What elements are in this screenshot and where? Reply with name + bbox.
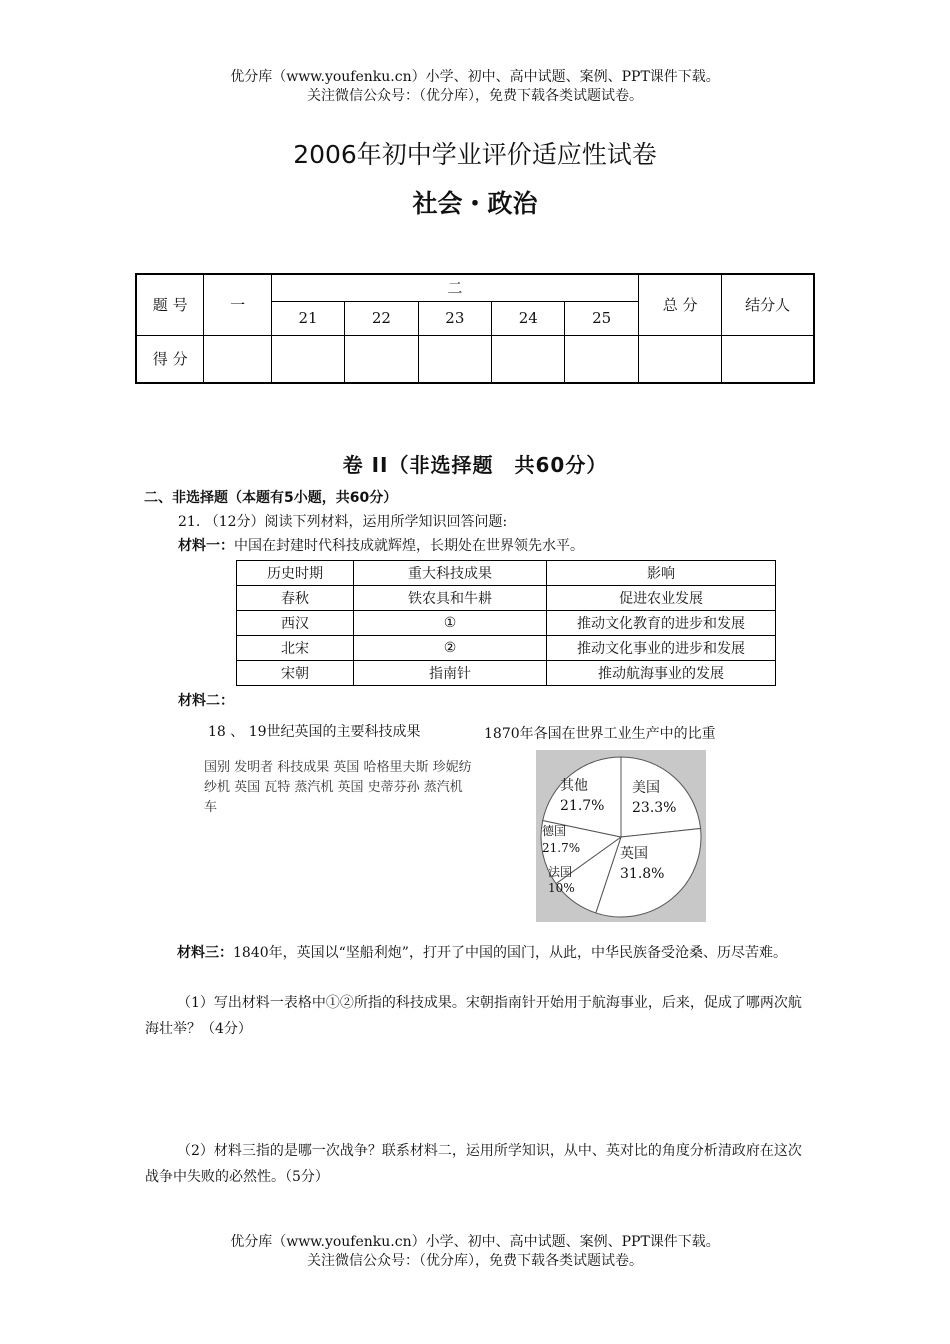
m1-cell: 铁农具和牛耕: [354, 586, 547, 611]
pie-label-美国: 美国: [632, 780, 660, 796]
score-cell[interactable]: [565, 335, 638, 383]
pie-label-德国: 德国: [542, 824, 567, 838]
score-item: 23: [418, 301, 491, 335]
m1-header: 历史时期: [237, 561, 354, 586]
score-cell[interactable]: [418, 335, 491, 383]
m1-cell: 推动文化教育的进步和发展: [547, 611, 776, 636]
table-row: [237, 661, 776, 686]
exam-title: 2006年初中学业评价适应性试卷: [293, 140, 657, 169]
footer-line-2: 关注微信公众号：（优分库），免费下载各类试题试卷。: [307, 1253, 643, 1269]
material-3-text: 1840年，英国以“坚船利炮”，打开了中国的国门，从此，中华民族备受沧桑、历尽苦难。: [233, 945, 787, 961]
m1-cell: 促进农业发展: [547, 586, 776, 611]
table-row: [237, 611, 776, 636]
question-1: （1）写出材料一表格中①②所指的科技成果。宋朝指南针开始用于航海事业，后来，促成了哪两次航海壮举？（4分）: [145, 995, 802, 1037]
material-1-label: 材料一：: [178, 538, 234, 554]
score-item: 21: [271, 301, 344, 335]
material-1-text: 中国在封建时代科技成就辉煌，长期处在世界领先水平。: [234, 538, 584, 554]
score-item: 22: [345, 301, 418, 335]
m1-header: 重大科技成果: [354, 561, 547, 586]
header-line-1: 优分库（www.youfenku.cn）小学、初中、高中试题、案例、PPT课件下载。: [230, 69, 720, 85]
m1-cell: 推动文化事业的进步和发展: [547, 636, 776, 661]
score-cell[interactable]: [722, 335, 814, 383]
pie-value-法国: 10%: [548, 881, 575, 895]
chart-title: 1870年各国在世界工业生产中的比重: [484, 726, 716, 742]
part2-heading: 二、非选择题（本题有5小题，共60分）: [144, 490, 398, 506]
material-1: [178, 535, 584, 557]
score-col-one: 一: [204, 274, 271, 335]
score-cell[interactable]: [204, 335, 271, 383]
material-3-label: 材料三：: [177, 945, 233, 961]
pie-value-德国: 21.7%: [542, 841, 581, 855]
m1-cell: 推动航海事业的发展: [547, 661, 776, 686]
footer-line-1: 优分库（www.youfenku.cn）小学、初中、高中试题、案例、PPT课件下载。: [230, 1234, 720, 1250]
m1-cell: 北宋: [237, 636, 354, 661]
table-row: [237, 586, 776, 611]
page-header: [0, 68, 950, 106]
m1-cell: 宋朝: [237, 661, 354, 686]
score-table: [135, 273, 815, 384]
material-2-label: 材料二：: [178, 693, 234, 709]
page-footer: [0, 1233, 950, 1271]
pie-chart: [536, 750, 706, 922]
pie-label-法国: 法国: [548, 865, 573, 879]
m1-header: 影响: [547, 561, 776, 586]
section-title: 卷 II（非选择题 共60分）: [342, 453, 608, 477]
pie-value-美国: 23.3%: [632, 800, 677, 816]
score-label-no: 题 号: [136, 274, 204, 335]
m1-cell: ①: [354, 611, 547, 636]
m2-left-body: 国别 发明者 科技成果 英国 哈格里夫斯 珍妮纺纱机 英国 瓦特 蒸汽机 英国 史蒂芬孙 蒸汽机车: [204, 760, 472, 815]
m1-cell: 西汉: [237, 611, 354, 636]
header-line-2: 关注微信公众号：（优分库），免费下载各类试题试卷。: [307, 88, 643, 104]
q21-intro: 21. （12分）阅读下列材料，运用所学知识回答问题:: [178, 514, 508, 530]
score-item: 25: [565, 301, 638, 335]
pie-value-其他: 21.7%: [560, 798, 605, 814]
score-cell[interactable]: [492, 335, 565, 383]
m1-cell: 指南针: [354, 661, 547, 686]
m1-cell: ②: [354, 636, 547, 661]
question-2: （2）材料三指的是哪一次战争？联系材料二，运用所学知识，从中、英对比的角度分析清政府在这次战争中失败的必然性。（5分）: [145, 1143, 802, 1185]
score-item: 24: [492, 301, 565, 335]
score-col-two: 二: [271, 274, 638, 301]
score-cell[interactable]: [271, 335, 344, 383]
score-col-grader: 结分人: [722, 274, 814, 335]
score-cell[interactable]: [638, 335, 721, 383]
table-row: [237, 636, 776, 661]
subject-title: 社会・政治: [412, 189, 538, 218]
pie-label-英国: 英国: [620, 846, 648, 862]
m1-cell: 春秋: [237, 586, 354, 611]
material-1-table: [236, 560, 776, 686]
material-3: [145, 940, 807, 966]
score-label-score: 得 分: [136, 335, 204, 383]
score-cell[interactable]: [345, 335, 418, 383]
pie-label-其他: 其他: [560, 778, 588, 794]
score-col-total: 总 分: [638, 274, 721, 335]
m2-left-title: 18 、 19世纪英国的主要科技成果: [208, 724, 421, 740]
pie-value-英国: 31.8%: [620, 866, 665, 882]
